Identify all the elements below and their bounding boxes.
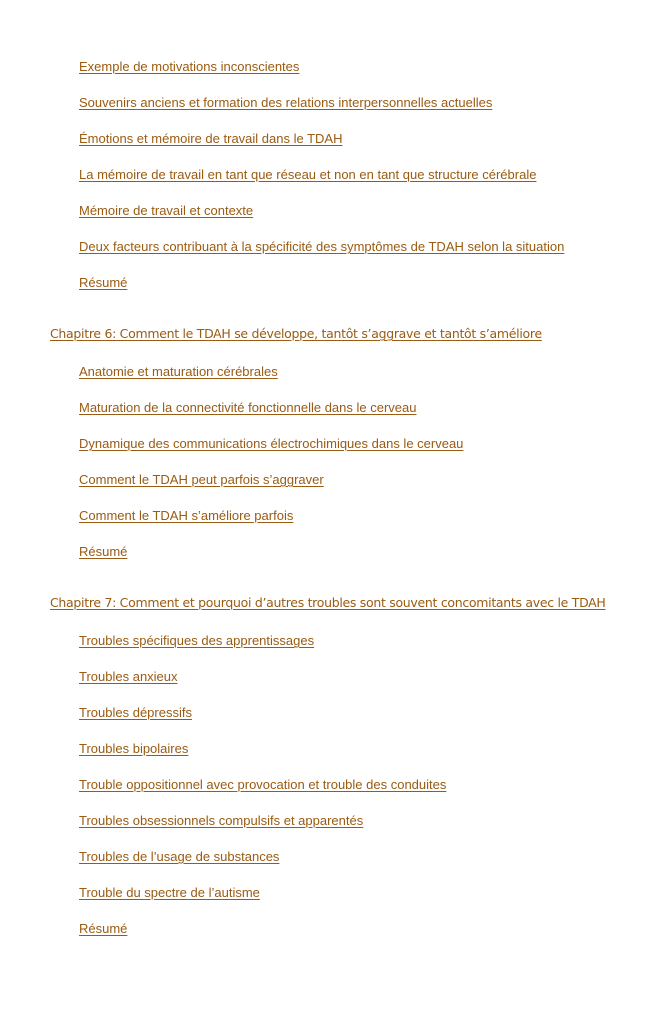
toc-link-substance-use[interactable]: Troubles de l’usage de substances <box>79 849 280 864</box>
toc-link-early-memories[interactable]: Souvenirs anciens et formation des relations interpersonnelles actuelles <box>79 95 493 110</box>
toc-link-adhd-improves[interactable]: Comment le TDAH s’améliore parfois <box>79 508 294 523</box>
toc-link-bipolar-disorders[interactable]: Troubles bipolaires <box>79 741 189 756</box>
toc-link-emotions-working-memory[interactable]: Émotions et mémoire de travail dans le TDAH <box>79 131 343 146</box>
toc-link-two-factors[interactable]: Deux facteurs contribuant à la spécificité des symptômes de TDAH selon la situation <box>79 239 565 254</box>
toc-link-summary-ch6[interactable]: Résumé <box>79 544 128 559</box>
toc-link-working-memory-network[interactable]: La mémoire de travail en tant que réseau et non en tant que structure cérébrale <box>79 167 537 182</box>
toc-link-anxiety-disorders[interactable]: Troubles anxieux <box>79 669 178 684</box>
toc-link-adhd-worsens[interactable]: Comment le TDAH peut parfois s’aggraver <box>79 472 324 487</box>
toc-link-unconscious-motivations[interactable]: Exemple de motivations inconscientes <box>79 59 300 74</box>
toc-chapter-6-link[interactable]: Chapitre 6: Comment le TDAH se développe, tantôt s’aggrave et tantôt s’améliore <box>50 326 542 341</box>
toc-link-summary-a[interactable]: Résumé <box>79 275 128 290</box>
toc-link-electrochemical-dynamics[interactable]: Dynamique des communications électrochimiques dans le cerveau <box>79 436 464 451</box>
toc-link-brain-anatomy[interactable]: Anatomie et maturation cérébrales <box>79 364 278 379</box>
toc-link-autism-spectrum[interactable]: Trouble du spectre de l’autisme <box>79 885 260 900</box>
toc-chapter-7-link[interactable]: Chapitre 7: Comment et pourquoi d’autres troubles sont souvent concomitants avec le TDAH <box>50 595 606 610</box>
toc-link-summary-ch7[interactable]: Résumé <box>79 921 128 936</box>
toc-link-oppositional-conduct[interactable]: Trouble oppositionnel avec provocation et trouble des conduites <box>79 777 447 792</box>
toc-link-connectivity-maturation[interactable]: Maturation de la connectivité fonctionnelle dans le cerveau <box>79 400 417 415</box>
toc-link-working-memory-context[interactable]: Mémoire de travail et contexte <box>79 203 254 218</box>
toc-link-ocd[interactable]: Troubles obsessionnels compulsifs et apparentés <box>79 813 364 828</box>
toc-link-depressive-disorders[interactable]: Troubles dépressifs <box>79 705 192 720</box>
toc-link-learning-disorders[interactable]: Troubles spécifiques des apprentissages <box>79 633 315 648</box>
